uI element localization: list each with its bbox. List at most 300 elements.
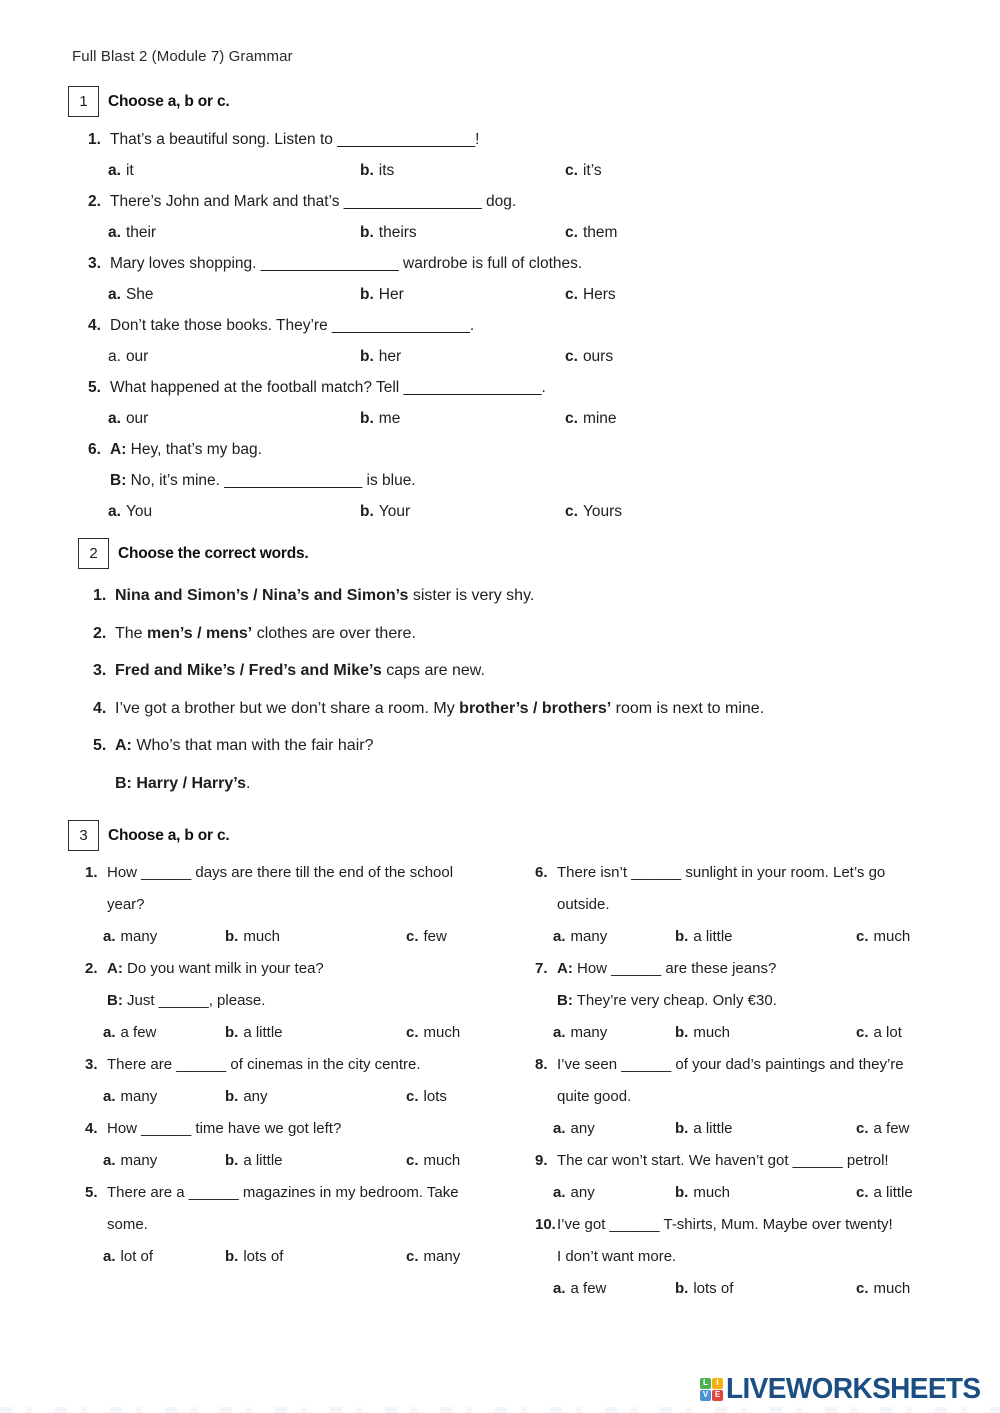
question-text: Hey, that’s my bag.: [126, 441, 262, 458]
option-letter: c.: [856, 928, 869, 945]
option-letter: a.: [108, 503, 121, 520]
question-text: .: [246, 774, 251, 792]
options-row: [553, 921, 985, 953]
option-letter: a.: [103, 1088, 116, 1105]
question-text: They’re very cheap. Only €30.: [572, 992, 777, 1009]
question-number: 1.: [85, 864, 98, 881]
options-row: [103, 1145, 535, 1177]
option-b[interactable]: [675, 1273, 856, 1305]
exercise-number-box: [68, 820, 99, 851]
option-letter: b.: [360, 286, 374, 303]
option-letter: a.: [553, 1280, 566, 1297]
option-letter: b.: [675, 928, 689, 945]
option-text: a little: [693, 1120, 733, 1137]
choice-words[interactable]: Nina and Simon’s / Nina’s and Simon’s: [115, 587, 409, 604]
option-letter: b.: [225, 1088, 239, 1105]
question-text: How ______ days are there till the end of the school: [107, 864, 454, 881]
question-number: 1.: [88, 131, 101, 148]
choice-words[interactable]: A:: [557, 960, 573, 977]
question-number: 4.: [85, 1120, 98, 1137]
worksheet-title: Full Blast 2 (Module 7) Grammar: [72, 48, 293, 65]
options-row: [108, 279, 968, 310]
question-line: [557, 1081, 985, 1113]
option-text: a little: [873, 1184, 913, 1201]
exercise-number: 1: [79, 93, 88, 110]
question-text: Just ______, please.: [122, 992, 266, 1009]
question-text: What happened at the football match? Tell ________________.: [110, 379, 546, 396]
question-line: [110, 124, 968, 155]
option-text: its: [378, 162, 395, 179]
option-letter: c.: [406, 1088, 419, 1105]
option-text: a little: [693, 928, 733, 945]
question: [535, 1049, 985, 1145]
question-number: 4.: [93, 699, 107, 717]
question-text: Mary loves shopping. ________________ wardrobe is full of clothes.: [110, 255, 583, 272]
question-text: caps are new.: [381, 662, 485, 679]
option-a[interactable]: [103, 1081, 225, 1113]
question-text: I’ve seen ______ of your dad’s paintings and they’re: [557, 1056, 904, 1073]
option-letter: c.: [565, 286, 578, 303]
question-line: [110, 434, 968, 465]
choice-words[interactable]: Fred and Mike’s / Fred’s and Mike’s: [115, 662, 382, 679]
question-line: [107, 889, 535, 921]
option-text: Yours: [582, 503, 623, 520]
question: [93, 734, 978, 795]
options-row: [108, 217, 968, 248]
option-letter: a.: [103, 1248, 116, 1265]
option-letter: a.: [103, 928, 116, 945]
option-letter: a.: [108, 162, 121, 179]
question-line: [557, 1049, 985, 1081]
option-text: much: [693, 1184, 731, 1201]
option-a[interactable]: [108, 341, 360, 372]
option-text: much: [423, 1152, 461, 1169]
option-letter: c.: [856, 1120, 869, 1137]
exercise-2-header: [78, 538, 978, 569]
option-c[interactable]: [856, 1113, 909, 1145]
option-letter: a.: [108, 286, 121, 303]
question-text: There are a ______ magazines in my bedroom. Take: [107, 1184, 459, 1201]
exercise-number-box: [78, 538, 109, 569]
option-text: Your: [378, 503, 411, 520]
option-text: a few: [120, 1024, 157, 1041]
option-letter: a.: [103, 1024, 116, 1041]
question-line: [115, 734, 978, 757]
question-line: [557, 889, 985, 921]
option-c[interactable]: [565, 155, 602, 186]
option-c[interactable]: [406, 1241, 460, 1273]
option-text: lots of: [243, 1248, 284, 1265]
option-text: many: [570, 1024, 608, 1041]
option-c[interactable]: [565, 279, 616, 310]
option-c[interactable]: [406, 921, 447, 953]
option-text: a few: [570, 1280, 607, 1297]
option-a[interactable]: [108, 279, 360, 310]
option-text: much: [243, 928, 281, 945]
question-line: [107, 1177, 535, 1209]
question-number: 9.: [535, 1152, 548, 1169]
choice-words[interactable]: A:: [107, 960, 123, 977]
option-text: them: [582, 224, 618, 241]
question-text: How ______ time have we got left?: [107, 1120, 342, 1137]
option-letter: a.: [103, 1152, 116, 1169]
option-letter: c.: [406, 1248, 419, 1265]
option-letter: c.: [406, 1024, 419, 1041]
question-line: [557, 857, 985, 889]
option-letter: c.: [856, 1184, 869, 1201]
question: [535, 1145, 985, 1209]
option-letter: b.: [360, 410, 374, 427]
exercise-number: 2: [89, 545, 98, 562]
question-number: 3.: [93, 662, 107, 679]
option-text: our: [125, 410, 149, 427]
option-c[interactable]: [565, 496, 622, 527]
option-c[interactable]: [406, 1145, 460, 1177]
question-text: clothes are over there.: [252, 624, 416, 642]
option-letter: b.: [225, 1024, 239, 1041]
option-b[interactable]: [225, 1017, 406, 1049]
question-text: outside.: [557, 896, 610, 913]
question-text: Don’t take those books. They’re ________________.: [110, 317, 475, 334]
exercise-number: 3: [79, 827, 88, 844]
option-text: Hers: [582, 286, 616, 303]
question-text: I’ve got ______ T-shirts, Mum. Maybe over twenty!: [557, 1216, 893, 1233]
question-line: [110, 372, 968, 403]
option-letter: b.: [225, 928, 239, 945]
option-a[interactable]: [108, 403, 360, 434]
question-text: There are ______ of cinemas in the city centre.: [107, 1056, 421, 1073]
question-line: [107, 1049, 535, 1081]
option-b[interactable]: [360, 217, 565, 248]
question-text: some.: [107, 1216, 148, 1233]
option-text: their: [125, 224, 157, 241]
question-line: [557, 1241, 985, 1273]
question-line: [107, 985, 535, 1017]
option-a[interactable]: [553, 1017, 675, 1049]
option-c[interactable]: [856, 1177, 913, 1209]
option-b[interactable]: [360, 403, 565, 434]
logo-tile-e: E: [712, 1390, 723, 1401]
option-text: a lot: [873, 1024, 902, 1041]
question-text: That’s a beautiful song. Listen to ________________!: [110, 131, 480, 148]
option-text: few: [423, 928, 447, 945]
options-row: [553, 1273, 985, 1305]
option-b[interactable]: [675, 921, 856, 953]
question: [535, 1209, 985, 1305]
option-text: Her: [378, 286, 404, 303]
option-b[interactable]: [360, 341, 565, 372]
option-text: much: [873, 1280, 911, 1297]
question-line: [115, 772, 978, 795]
option-b[interactable]: [225, 1145, 406, 1177]
option-b[interactable]: [225, 1241, 406, 1273]
question-text: There isn’t ______ sunlight in your room. Let’s go: [557, 864, 886, 881]
option-a[interactable]: [103, 1145, 225, 1177]
option-text: a little: [243, 1152, 283, 1169]
option-letter: b.: [675, 1024, 689, 1041]
option-text: many: [120, 928, 158, 945]
option-letter: c.: [565, 162, 578, 179]
question-number: 6.: [88, 441, 101, 458]
option-text: much: [873, 928, 911, 945]
choice-words[interactable]: men’s / mens’: [147, 624, 253, 642]
option-a[interactable]: [103, 921, 225, 953]
question-number: 3.: [88, 255, 101, 272]
choice-words[interactable]: B:: [557, 992, 573, 1009]
choice-words[interactable]: brother’s / brothers’: [459, 699, 612, 717]
exercise-3-left-column: [85, 857, 535, 1305]
question-line: [110, 248, 968, 279]
options-row: [103, 1081, 535, 1113]
choice-words[interactable]: B:: [110, 472, 127, 489]
option-letter: a.: [553, 1120, 566, 1137]
option-b[interactable]: [360, 496, 565, 527]
question-line: [557, 953, 985, 985]
option-letter: a.: [553, 1184, 566, 1201]
option-text: me: [378, 410, 401, 427]
option-a[interactable]: [103, 1017, 225, 1049]
exercise-3-right-column: [535, 857, 985, 1305]
option-text: ours: [582, 348, 614, 365]
option-text: her: [378, 348, 402, 365]
option-c[interactable]: [565, 217, 617, 248]
exercise-3-columns: [85, 857, 993, 1305]
question: [85, 1177, 535, 1273]
question-text: quite good.: [557, 1088, 632, 1105]
option-b[interactable]: [675, 1113, 856, 1145]
option-text: many: [120, 1088, 158, 1105]
question-number: 3.: [85, 1056, 98, 1073]
question-text: sister is very shy.: [408, 587, 535, 604]
option-text: many: [570, 928, 608, 945]
question: [88, 186, 968, 248]
option-text: You: [125, 503, 153, 520]
option-c[interactable]: [856, 1273, 910, 1305]
options-row: [553, 1113, 985, 1145]
question-line: [557, 1145, 985, 1177]
option-letter: c.: [406, 928, 419, 945]
option-letter: b.: [675, 1280, 689, 1297]
question-text: room is next to mine.: [611, 699, 765, 717]
option-b[interactable]: [360, 155, 565, 186]
option-letter: a.: [108, 410, 121, 427]
option-b[interactable]: [225, 1081, 406, 1113]
question-number: 2.: [85, 960, 98, 977]
question-text: year?: [107, 896, 145, 913]
exercise-1-questions: [88, 124, 968, 527]
question-number: 1.: [93, 587, 107, 604]
options-row: [108, 496, 968, 527]
question-line: [115, 622, 978, 645]
option-a[interactable]: [108, 496, 360, 527]
option-text: lots of: [693, 1280, 734, 1297]
question: [88, 434, 968, 527]
option-letter: c.: [856, 1024, 869, 1041]
option-letter: b.: [675, 1120, 689, 1137]
option-text: mine: [582, 410, 617, 427]
liveworksheets-logo-text: LIVEWORKSHEETS: [726, 1372, 981, 1405]
option-a[interactable]: [108, 217, 360, 248]
options-row: [108, 403, 968, 434]
option-letter: c.: [406, 1152, 419, 1169]
options-row: [553, 1017, 985, 1049]
question: [85, 1113, 535, 1177]
option-c[interactable]: [406, 1017, 460, 1049]
question-text: I’ve got a brother but we don’t share a room. My: [115, 699, 460, 717]
choice-words[interactable]: B: Harry / Harry’s: [115, 774, 247, 792]
exercise-title: Choose a, b or c.: [108, 92, 230, 110]
question-line: [107, 1113, 535, 1145]
liveworksheets-logo-icon: [700, 1378, 723, 1401]
question: [88, 372, 968, 434]
question-number: 10.: [535, 1216, 556, 1233]
option-letter: c.: [565, 348, 578, 365]
option-b[interactable]: [675, 1017, 856, 1049]
question-line: [110, 310, 968, 341]
option-letter: b.: [225, 1152, 239, 1169]
option-b[interactable]: [225, 921, 406, 953]
question: [535, 953, 985, 1049]
exercise-2-questions: [93, 584, 978, 795]
option-c[interactable]: [565, 403, 617, 434]
logo-tile-v: V: [700, 1390, 711, 1401]
option-a[interactable]: [553, 921, 675, 953]
option-a[interactable]: [108, 155, 360, 186]
exercise-1-header: [68, 86, 968, 117]
option-text: any: [570, 1120, 595, 1137]
options-row: [108, 341, 968, 372]
option-letter: a.: [553, 1024, 566, 1041]
question-line: [107, 953, 535, 985]
question: [93, 697, 978, 720]
question-line: [557, 985, 985, 1017]
question: [85, 857, 535, 953]
exercise-title: Choose a, b or c.: [108, 826, 230, 844]
option-text: many: [120, 1152, 158, 1169]
question-line: [110, 465, 968, 496]
exercise-3: [68, 820, 993, 1305]
question-text: Do you want milk in your tea?: [122, 960, 324, 977]
option-text: She: [125, 286, 154, 303]
question-number: 5.: [93, 737, 107, 754]
question: [88, 310, 968, 372]
question-text: How ______ are these jeans?: [572, 960, 777, 977]
option-a[interactable]: [553, 1177, 675, 1209]
option-c[interactable]: [565, 341, 613, 372]
question-text: I don’t want more.: [557, 1248, 677, 1265]
question: [93, 584, 978, 607]
option-letter: c.: [565, 503, 578, 520]
question-number: 4.: [88, 317, 101, 334]
question-number: 6.: [535, 864, 548, 881]
options-row: [103, 921, 535, 953]
option-text: much: [423, 1024, 461, 1041]
question-line: [115, 697, 978, 720]
question: [85, 1049, 535, 1113]
option-letter: b.: [675, 1184, 689, 1201]
question-number: 5.: [88, 379, 101, 396]
question: [93, 622, 978, 645]
question: [93, 659, 978, 682]
option-text: much: [693, 1024, 731, 1041]
question-line: [107, 1209, 535, 1241]
options-row: [108, 155, 968, 186]
option-a[interactable]: [553, 1273, 675, 1305]
option-letter: b.: [225, 1248, 239, 1265]
option-letter: b.: [360, 224, 374, 241]
exercise-3-header: [68, 820, 993, 851]
option-b[interactable]: [675, 1177, 856, 1209]
option-b[interactable]: [360, 279, 565, 310]
question: [535, 857, 985, 953]
exercise-2: [78, 538, 978, 809]
choice-words[interactable]: A:: [110, 441, 127, 458]
option-text: any: [243, 1088, 268, 1105]
question-line: [115, 659, 978, 682]
option-letter: a.: [108, 224, 121, 241]
option-text: it: [125, 162, 134, 179]
option-text: lot of: [120, 1248, 154, 1265]
option-text: lots: [423, 1088, 447, 1105]
options-row: [103, 1017, 535, 1049]
question-line: [107, 857, 535, 889]
option-letter: b.: [360, 503, 374, 520]
option-a[interactable]: [103, 1241, 225, 1273]
options-row: [103, 1241, 535, 1273]
question-text: There’s John and Mark and that’s ________________ dog.: [110, 193, 517, 210]
question-text: Who’s that man with the fair hair?: [131, 737, 374, 754]
question-text: No, it’s mine. ________________ is blue.: [126, 472, 416, 489]
question: [88, 124, 968, 186]
option-letter: c.: [856, 1280, 869, 1297]
exercise-1: [68, 86, 968, 527]
choice-words[interactable]: B:: [107, 992, 123, 1009]
option-letter: a.: [553, 928, 566, 945]
exercise-number-box: [68, 86, 99, 117]
option-text: a little: [243, 1024, 283, 1041]
option-c[interactable]: [856, 1017, 902, 1049]
question-number: 2.: [93, 624, 107, 642]
option-letter: b.: [360, 162, 374, 179]
option-text: our: [125, 348, 149, 365]
question-number: 2.: [88, 193, 101, 210]
option-c[interactable]: [856, 921, 910, 953]
options-row: [553, 1177, 985, 1209]
question-line: [115, 584, 978, 607]
option-a[interactable]: [553, 1113, 675, 1145]
liveworksheets-logo[interactable]: [700, 1373, 981, 1405]
option-letter: b.: [360, 348, 374, 365]
logo-tile-i: I: [712, 1378, 723, 1389]
page-edge-artifact: [0, 1407, 1000, 1413]
option-text: theirs: [378, 224, 417, 241]
option-c[interactable]: [406, 1081, 447, 1113]
question-number: 8.: [535, 1056, 548, 1073]
option-text: a few: [873, 1120, 910, 1137]
question-line: [110, 186, 968, 217]
question: [88, 248, 968, 310]
question-text: The car won’t start. We haven’t got ______ petrol!: [557, 1152, 889, 1169]
exercise-title: Choose the correct words.: [118, 544, 309, 562]
question-number: 5.: [85, 1184, 98, 1201]
logo-tile-l: L: [700, 1378, 711, 1389]
choice-words[interactable]: A:: [115, 737, 132, 754]
option-letter: c.: [565, 224, 578, 241]
question-number: 7.: [535, 960, 548, 977]
question: [85, 953, 535, 1049]
option-letter: c.: [565, 410, 578, 427]
option-text: it’s: [582, 162, 602, 179]
